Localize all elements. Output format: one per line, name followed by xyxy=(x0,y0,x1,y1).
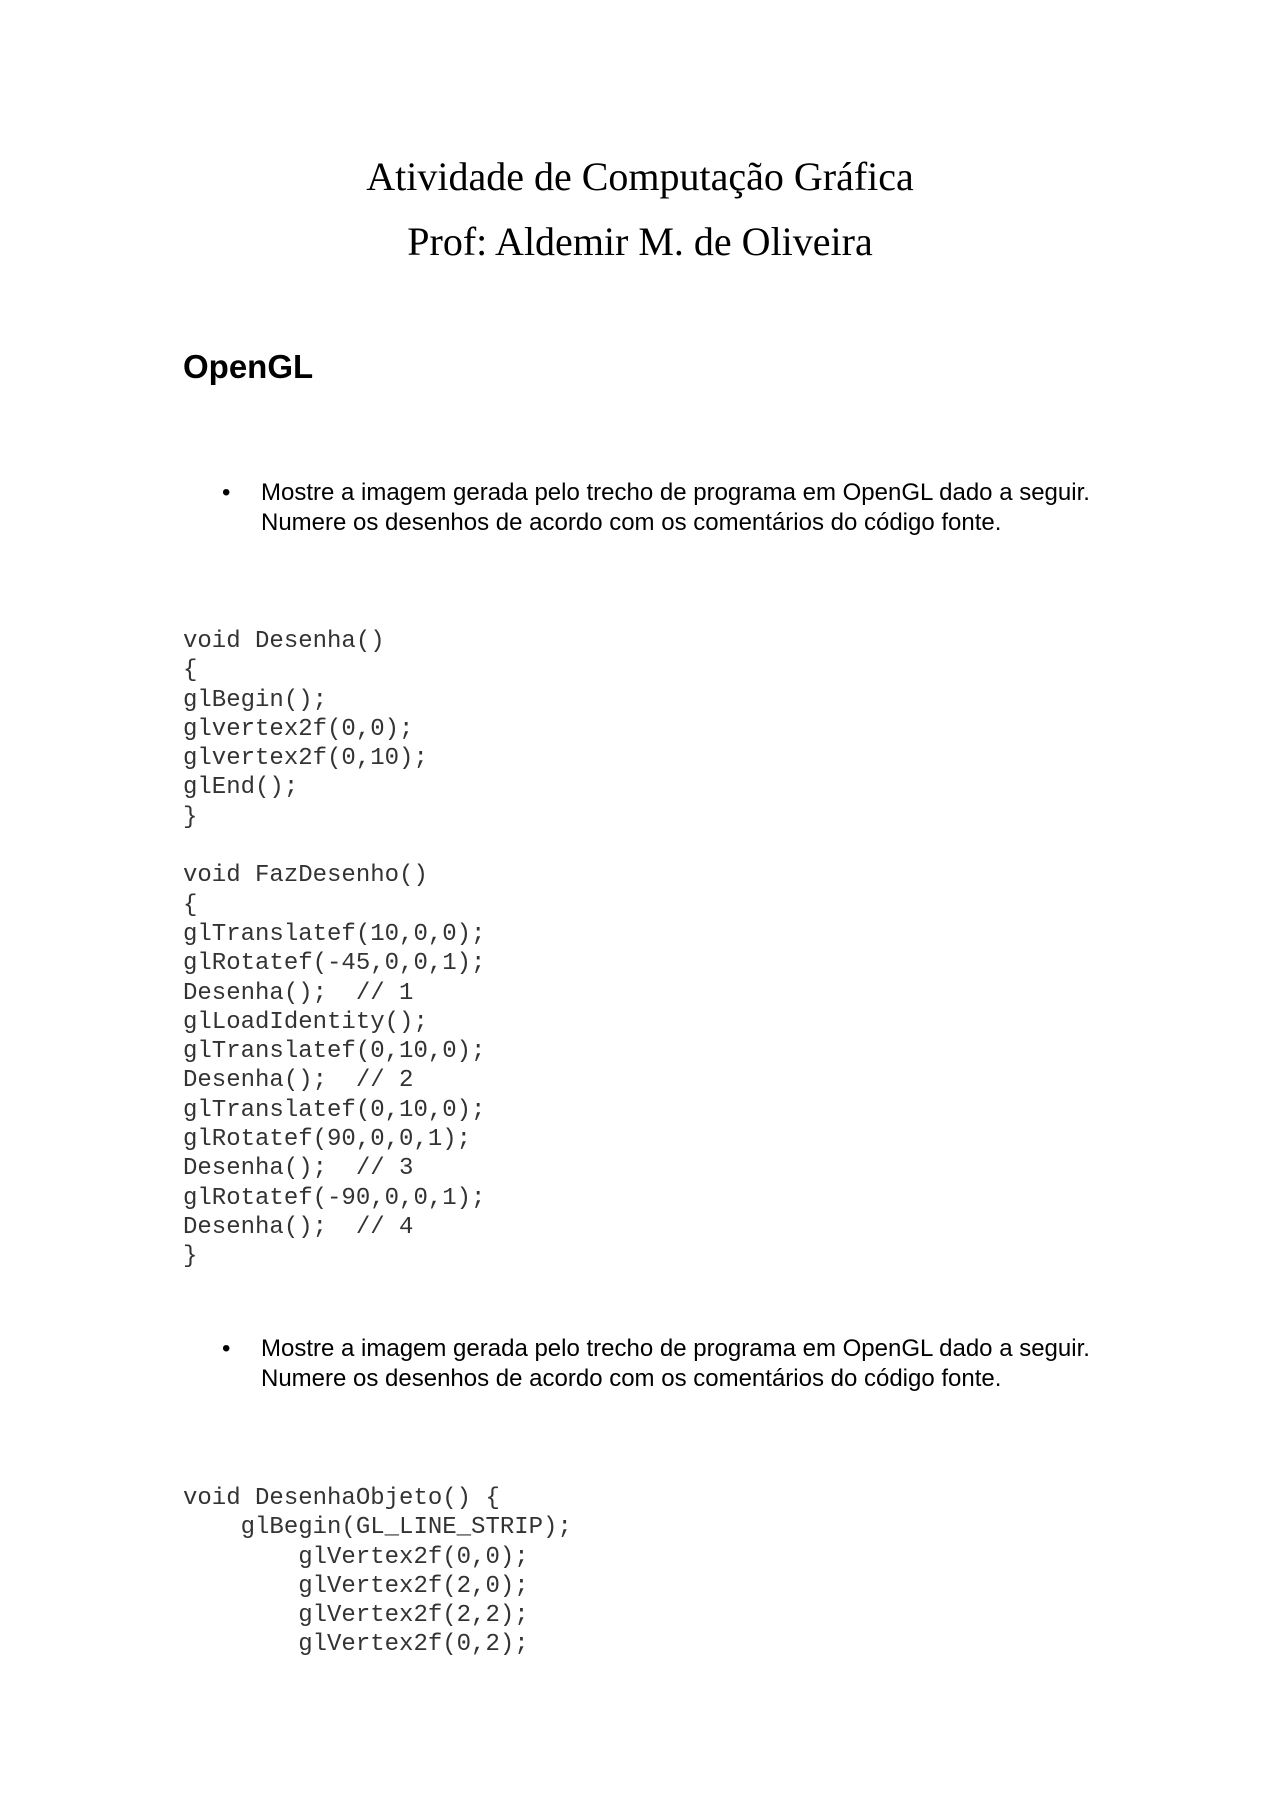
exercise-2-code-block: void DesenhaObjeto() { glBegin(GL_LINE_STRIP); glVertex2f(0,0); glVertex2f(2,0); glVertex2f(2,2); glVertex2f(0,2); xyxy=(183,1485,572,1659)
bullet-icon: • xyxy=(222,479,231,506)
section-heading: OpenGL xyxy=(183,348,314,385)
document-title: Atividade de Computação Gráfica xyxy=(366,154,914,199)
exercise-1-code-block: void Desenha() { glBegin(); glvertex2f(0,0); glvertex2f(0,10); glEnd(); } void FazDesenho() { glTranslatef(10,0,0); glRotatef(-45,0,0,1); Desenha(); // 1 glLoadIdentity(); glTranslatef(0,10,0); Desenha(); // 2 glTranslatef(0,10,0); glRotatef(90,0,0,1); Desenha(); // 3 glRotatef(-90,0,0,1); Desenha(); // 4 } xyxy=(183,628,486,1271)
professor-name: Prof: Aldemir M. de Oliveira xyxy=(407,219,873,264)
bullet-icon: • xyxy=(222,1335,231,1362)
exercise-1-instruction: Mostre a imagem gerada pelo trecho de programa em OpenGL dado a seguir. Numere os desenhos de acordo com os comentários do código fonte. xyxy=(261,479,1090,536)
exercise-2-instruction: Mostre a imagem gerada pelo trecho de programa em OpenGL dado a seguir. Numere os desenhos de acordo com os comentários do código fonte. xyxy=(261,1335,1090,1392)
